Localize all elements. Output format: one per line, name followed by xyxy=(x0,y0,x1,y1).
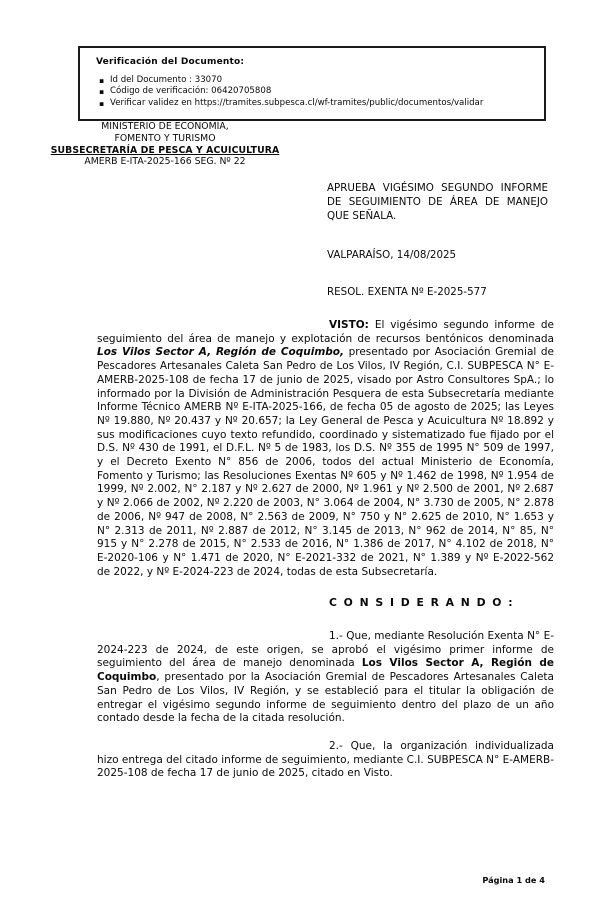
verification-item: ▪ Código de verificación: 06420705808 xyxy=(110,86,532,97)
text-segment: Los Vilos Sector A, Región de Coquimbo, xyxy=(97,346,345,359)
text-segment: Los Vilos Sector A, Región de Coquimbo xyxy=(97,657,555,684)
considerando-paragraph-1 xyxy=(97,630,554,726)
verification-item: ▪ Verificar validez en https://tramites.subpesca.cl/wf-tramites/public/documentos/validar xyxy=(110,98,532,109)
ministry-line-2: FOMENTO Y TURISMO xyxy=(114,132,216,144)
place-date: VALPARAÍSO, 14/08/2025 xyxy=(327,249,457,261)
text-segment: 2.- Que, la organización individualizada hizo entrega del citado informe de seguimiento, mediante C.I. SUBPESCA N° E-AMERB-2025-108 de fecha 17 de junio de 2025, citado en Visto. xyxy=(97,739,554,780)
text-segment: VISTO: xyxy=(329,319,369,331)
considerando-heading: C O N S I D E R A N D O : xyxy=(329,596,515,610)
text-segment: presentado por Asociación Gremial de Pescadores Artesanales Caleta San Pedro de Los Vilos, IV Región, C.I. SUBPESCA N° E-AMERB-2025-108 de fecha 17 de junio de 2025, visado por Astro Consultores SpA.; lo informado por la División de Administración Pesquera de esta Subsecretaría mediante Informe Técnico AMERB Nº E-ITA-2025-166, de fecha 05 de agosto de 2025; las Leyes Nº 19.880, Nº 20.437 y Nº 20.657; la Ley General de Pesca y Acuicultura Nº 18.892 y sus modificaciones cuyo texto refundido, coordinado y sistematizado fue fijado por el D.S. Nº 430 de 1991, el D.F.L. Nº 5 de 1983, los D.S. Nº 355 de 1995 N° 509 de 1997, y el Decreto Exento N° 856 de 2006, todos del actual Ministerio de Economía, Fomento y Turismo; las Resoluciones Exentas Nº 605 y Nº 1.462 de 1998, Nº 1.954 de 1999, Nº 2.002, N° 2.187 y Nº 2.627 de 2000, Nº 1.961 y Nº 2.500 de 2001, Nº 2.687 y Nº 2.066 de 2002, Nº 2.220 de 2003, N° 3.064 de 2004, N° 3.730 de 2005, N° 2.878 de 2006, Nº 947 de 2008, N° 2.563 de 2009, N° 750 y N° 2.625 de 2010, N° 1.653 y N° 2.313 de 2011, Nº 2.887 de 2012, N° 3.145 de 2013, N° 962 de 2014, N° 85, N° 915 y N° 2.278 de 2015, N° 2.533 de 2016, N° 1.386 de 2017, N° 4.102 de 2018, N° E-2020-106 y N° 1.471 de 2020, N° E-2021-332 de 2021, N° 1.389 y Nº E-2022-562 de 2022, y Nº E-2024-223 de 2024, todas de esta Subsecretaría. xyxy=(97,346,554,578)
text-segment: El vigésimo segundo informe de seguimiento del área de manejo y explotación de recursos bentónicos denominada xyxy=(97,319,554,345)
text-segment: 1.- Que, mediante Resolución Exenta N° E-2024-223 de 2024, de este origen, se aprobó el vigésimo primer informe de seguimiento del área de manejo denominada xyxy=(97,630,554,670)
considerando-paragraph-2 xyxy=(97,740,554,781)
resolution-number: RESOL. EXENTA Nº E-2025-577 xyxy=(327,286,487,298)
verification-item: ▪ Id del Documento : 33070 xyxy=(110,75,532,86)
ministry-line-1: MINISTERIO DE ECONOMÍA, xyxy=(101,121,229,132)
verification-list xyxy=(96,75,532,109)
letterhead xyxy=(20,121,310,168)
page-number: Página 1 de 4 xyxy=(482,875,545,885)
text-segment: , presentado por la Asociación Gremial de Pescadores Artesanales Caleta San Pedro de Los Vilos, IV Región, y se estableció para el titular la obligación de entregar el vigésimo segundo informe de seguimiento dentro del plazo de un año contado desde la fecha de la citada resolución. xyxy=(97,671,554,725)
visto-paragraph xyxy=(97,319,554,579)
document-body xyxy=(97,319,554,781)
amerb-reference: AMERB E-ITA-2025-166 SEG. Nº 22 xyxy=(84,156,246,168)
subsecretaria-line: SUBSECRETARÍA DE PESCA Y ACUICULTURA xyxy=(50,144,280,156)
verification-title: Verificación del Documento: xyxy=(96,57,245,67)
resolution-subject: APRUEBA VIGÉSIMO SEGUNDO INFORME DE SEGUIMIENTO DE ÁREA DE MANEJO QUE SEÑALA. xyxy=(327,182,548,222)
verification-box xyxy=(78,46,546,121)
